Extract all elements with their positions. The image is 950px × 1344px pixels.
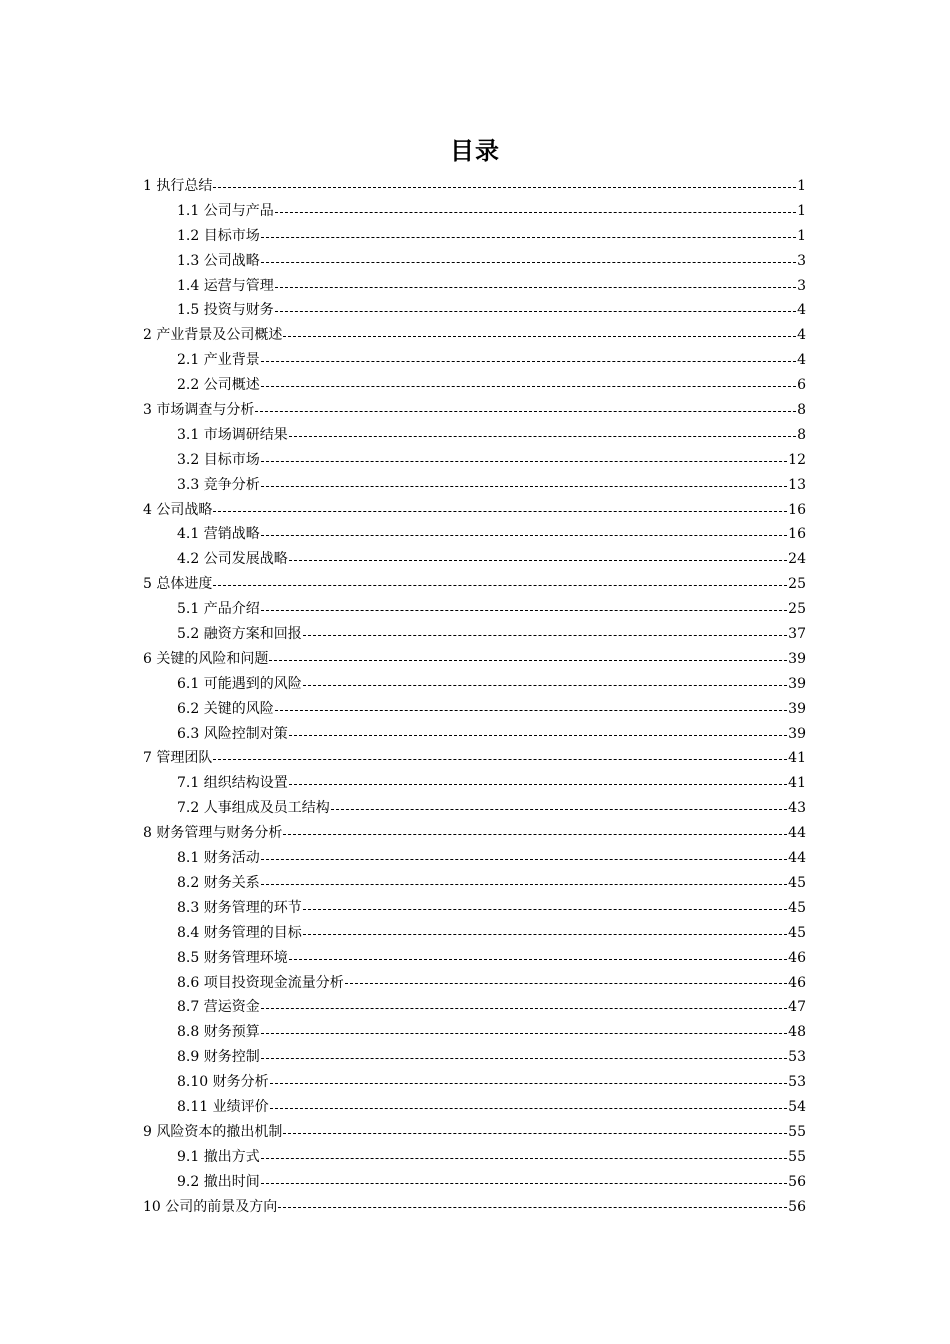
toc-leader-line	[283, 336, 796, 337]
toc-entry-page-number: 45	[788, 874, 806, 891]
toc-entry[interactable]	[143, 1070, 806, 1095]
toc-entry-label: 8.7 营运资金	[177, 999, 260, 1016]
toc-entry-label: 6 关键的风险和问题	[143, 650, 269, 667]
toc-entry-label: 8 财务管理与财务分析	[143, 825, 283, 842]
toc-entry-page-number: 13	[788, 476, 806, 493]
toc-entry[interactable]	[143, 373, 806, 398]
toc-entry-page-number: 46	[788, 949, 806, 966]
toc-entry-page-number: 16	[788, 526, 806, 543]
toc-entry-page-number: 4	[797, 302, 806, 319]
toc-leader-line	[213, 759, 787, 760]
toc-entry-label: 3.2 目标市场	[177, 451, 260, 468]
toc-entry-page-number: 55	[788, 1148, 806, 1165]
toc-entry[interactable]	[143, 274, 806, 299]
toc-entry[interactable]	[143, 1045, 806, 1070]
toc-leader-line	[345, 983, 787, 984]
toc-entry[interactable]	[143, 846, 806, 871]
toc-entry[interactable]	[143, 522, 806, 547]
toc-entry-page-number: 1	[797, 202, 806, 219]
toc-leader-line	[289, 959, 787, 960]
toc-entry-label: 4.2 公司发展战略	[177, 551, 288, 568]
toc-entry-label: 1.1 公司与产品	[177, 202, 274, 219]
toc-entry-page-number: 39	[788, 725, 806, 742]
table-of-contents	[143, 174, 806, 1219]
toc-entry-page-number: 1	[797, 178, 806, 194]
toc-entry-label: 7.1 组织结构设置	[177, 775, 288, 792]
toc-entry-label: 1.5 投资与财务	[177, 302, 274, 319]
toc-entry-label: 5 总体进度	[143, 576, 213, 593]
toc-entry-page-number: 8	[797, 402, 806, 419]
toc-entry-label: 9.1 撤出方式	[177, 1148, 260, 1165]
toc-entry-label: 1.4 运营与管理	[177, 277, 274, 294]
toc-entry[interactable]	[143, 647, 806, 672]
toc-entry-page-number: 41	[788, 775, 806, 792]
toc-leader-line	[303, 934, 787, 935]
toc-entry[interactable]	[143, 746, 806, 771]
toc-entry-label: 8.6 项目投资现金流量分析	[177, 974, 344, 991]
toc-leader-line	[261, 1058, 787, 1059]
toc-entry-label: 8.8 财务预算	[177, 1024, 260, 1041]
toc-entry-label: 1.3 公司战略	[177, 252, 260, 269]
toc-leader-line	[261, 237, 796, 238]
toc-entry[interactable]	[143, 224, 806, 249]
toc-entry-page-number: 6	[797, 377, 806, 394]
toc-entry-label: 8.9 财务控制	[177, 1049, 260, 1066]
toc-entry-page-number: 16	[788, 501, 806, 518]
toc-entry-label: 2 产业背景及公司概述	[143, 327, 283, 344]
toc-entry[interactable]	[143, 174, 806, 199]
toc-entry-label: 10 公司的前景及方向	[143, 1198, 278, 1215]
toc-entry-label: 8.5 财务管理环境	[177, 949, 288, 966]
toc-entry-page-number: 12	[788, 451, 806, 468]
toc-leader-line	[261, 1033, 787, 1034]
toc-entry-label: 3.3 竞争分析	[177, 476, 260, 493]
toc-entry-label: 4 公司战略	[143, 501, 213, 518]
toc-leader-line	[289, 436, 796, 437]
toc-entry-label: 7 管理团队	[143, 750, 213, 767]
toc-entry-page-number: 44	[788, 850, 806, 867]
toc-leader-line	[275, 287, 796, 288]
toc-entry-page-number: 3	[797, 277, 806, 294]
toc-entry[interactable]	[143, 1195, 806, 1220]
toc-entry[interactable]	[143, 771, 806, 796]
toc-entry-label: 8.2 财务关系	[177, 874, 260, 891]
toc-entry-label: 2.1 产业背景	[177, 352, 260, 369]
toc-leader-line	[270, 1083, 788, 1084]
toc-entry[interactable]	[143, 672, 806, 697]
toc-entry-page-number: 47	[788, 999, 806, 1016]
toc-entry-label: 3 市场调查与分析	[143, 402, 255, 419]
toc-entry-label: 1 执行总结	[143, 178, 213, 194]
toc-entry[interactable]	[143, 448, 806, 473]
toc-leader-line	[303, 635, 787, 636]
toc-leader-line	[278, 1207, 787, 1208]
toc-leader-line	[213, 187, 796, 188]
toc-entry[interactable]	[143, 572, 806, 597]
toc-entry[interactable]	[143, 896, 806, 921]
toc-entry-label: 6.1 可能遇到的风险	[177, 675, 302, 692]
toc-leader-line	[261, 461, 787, 462]
toc-entry[interactable]	[143, 547, 806, 572]
toc-entry[interactable]	[143, 871, 806, 896]
toc-entry-label: 6.3 风险控制对策	[177, 725, 288, 742]
toc-entry-page-number: 46	[788, 974, 806, 991]
toc-leader-line	[261, 884, 787, 885]
toc-leader-line	[261, 859, 787, 860]
toc-entry[interactable]	[143, 821, 806, 846]
toc-entry-page-number: 45	[788, 899, 806, 916]
toc-entry-page-number: 25	[788, 601, 806, 618]
toc-entry[interactable]	[143, 697, 806, 722]
toc-entry[interactable]	[143, 398, 806, 423]
toc-leader-line	[261, 1158, 787, 1159]
toc-entry-page-number: 4	[797, 327, 806, 344]
toc-leader-line	[261, 361, 796, 362]
toc-leader-line	[213, 585, 787, 586]
toc-entry-label: 9.2 撤出时间	[177, 1173, 260, 1190]
toc-leader-line	[275, 710, 787, 711]
toc-entry-page-number: 41	[788, 750, 806, 767]
toc-leader-line	[261, 262, 796, 263]
toc-entry-page-number: 39	[788, 700, 806, 717]
toc-leader-line	[289, 784, 787, 785]
toc-entry[interactable]	[143, 323, 806, 348]
toc-leader-line	[303, 909, 787, 910]
toc-leader-line	[275, 311, 796, 312]
toc-entry[interactable]	[143, 1120, 806, 1145]
toc-entry-page-number: 1	[797, 227, 806, 244]
toc-leader-line	[261, 1183, 787, 1184]
toc-entry-label: 3.1 市场调研结果	[177, 426, 288, 443]
toc-entry[interactable]	[143, 423, 806, 448]
toc-leader-line	[261, 386, 796, 387]
toc-entry[interactable]	[143, 1170, 806, 1195]
toc-entry[interactable]	[143, 622, 806, 647]
toc-leader-line	[289, 560, 787, 561]
toc-leader-line	[331, 809, 787, 810]
toc-entry-page-number: 24	[788, 551, 806, 568]
toc-leader-line	[289, 735, 787, 736]
toc-entry-label: 5.1 产品介绍	[177, 601, 260, 618]
toc-entry[interactable]	[143, 498, 806, 523]
toc-entry-page-number: 45	[788, 924, 806, 941]
toc-entry[interactable]	[143, 473, 806, 498]
toc-entry-label: 6.2 关键的风险	[177, 700, 274, 717]
toc-entry-label: 9 风险资本的撤出机制	[143, 1123, 283, 1140]
toc-entry-page-number: 56	[788, 1198, 806, 1215]
toc-entry[interactable]	[143, 1020, 806, 1045]
toc-entry[interactable]	[143, 796, 806, 821]
toc-leader-line	[269, 660, 787, 661]
toc-entry-label: 5.2 融资方案和回报	[177, 626, 302, 643]
toc-entry[interactable]	[143, 348, 806, 373]
toc-entry-page-number: 39	[788, 675, 806, 692]
toc-entry[interactable]	[143, 971, 806, 996]
toc-entry[interactable]	[143, 722, 806, 747]
toc-entry-page-number: 44	[788, 825, 806, 842]
toc-entry-page-number: 54	[788, 1098, 806, 1115]
toc-entry-label: 8.3 财务管理的环节	[177, 899, 302, 916]
toc-entry[interactable]	[143, 298, 806, 323]
toc-entry[interactable]	[143, 1145, 806, 1170]
toc-entry-label: 8.10 财务分析	[177, 1074, 269, 1091]
toc-leader-line	[255, 411, 796, 412]
toc-entry[interactable]	[143, 995, 806, 1020]
toc-entry-page-number: 37	[788, 626, 806, 643]
toc-entry-page-number: 48	[788, 1024, 806, 1041]
toc-entry-page-number: 39	[788, 650, 806, 667]
toc-entry-page-number: 25	[788, 576, 806, 593]
toc-leader-line	[213, 511, 787, 512]
toc-leader-line	[270, 1108, 788, 1109]
toc-entry-label: 4.1 营销战略	[177, 526, 260, 543]
toc-entry-page-number: 55	[788, 1123, 806, 1140]
toc-entry-label: 8.1 财务活动	[177, 850, 260, 867]
toc-entry[interactable]	[143, 597, 806, 622]
toc-leader-line	[283, 834, 787, 835]
toc-entry[interactable]	[143, 946, 806, 971]
toc-leader-line	[261, 535, 787, 536]
toc-entry[interactable]	[143, 921, 806, 946]
page-title: 目录	[450, 137, 500, 165]
toc-entry-page-number: 3	[797, 252, 806, 269]
toc-entry-label: 2.2 公司概述	[177, 377, 260, 394]
toc-entry[interactable]	[143, 199, 806, 224]
toc-entry-label: 8.4 财务管理的目标	[177, 924, 302, 941]
toc-entry-label: 7.2 人事组成及员工结构	[177, 800, 330, 817]
toc-entry-page-number: 53	[788, 1049, 806, 1066]
toc-entry-page-number: 53	[788, 1074, 806, 1091]
toc-entry-page-number: 8	[797, 426, 806, 443]
toc-leader-line	[261, 486, 787, 487]
toc-entry[interactable]	[143, 1095, 806, 1120]
toc-leader-line	[303, 685, 787, 686]
toc-entry-label: 8.11 业绩评价	[177, 1098, 269, 1115]
toc-entry-page-number: 56	[788, 1173, 806, 1190]
toc-leader-line	[275, 212, 796, 213]
toc-entry[interactable]	[143, 249, 806, 274]
toc-entry-label: 1.2 目标市场	[177, 227, 260, 244]
toc-leader-line	[283, 1133, 787, 1134]
toc-leader-line	[261, 1008, 787, 1009]
toc-leader-line	[261, 610, 787, 611]
toc-entry-page-number: 4	[797, 352, 806, 369]
toc-entry-page-number: 43	[788, 800, 806, 817]
